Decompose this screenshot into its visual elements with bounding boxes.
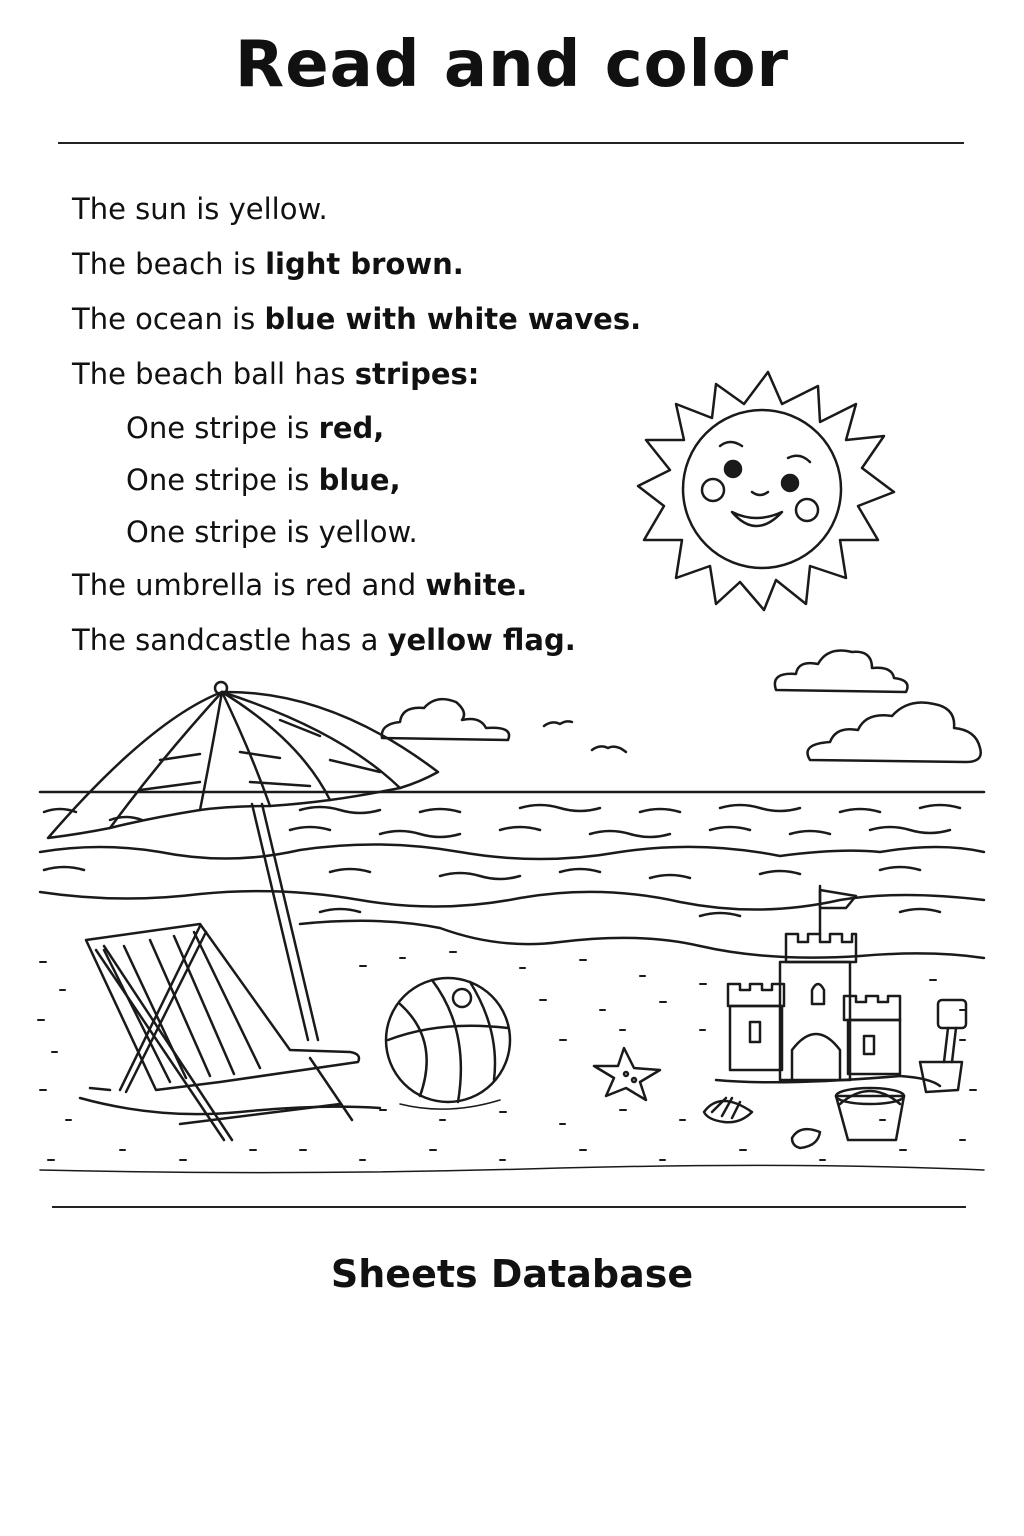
page-title: Read and color — [234, 28, 790, 102]
emphasis-text: blue with white waves. — [264, 302, 642, 336]
bottom-divider — [52, 1206, 966, 1208]
plain-text: One stripe is yellow. — [126, 515, 418, 549]
beach-ball-drawing — [386, 978, 510, 1109]
shell-drawings — [704, 1098, 820, 1148]
footer-brand: Sheets Database — [330, 1252, 694, 1296]
plain-text: The sandcastle has a — [72, 623, 388, 657]
cloud-drawings — [382, 651, 981, 763]
emphasis-text: stripes: — [354, 357, 480, 391]
emphasis-text: white. — [425, 568, 528, 602]
plain-text: The beach is — [72, 247, 266, 281]
emphasis-text: light brown. — [265, 247, 464, 281]
emphasis-text: yellow flag. — [387, 623, 576, 657]
plain-text: The sun is yellow. — [72, 192, 328, 226]
shovel-drawing — [920, 1000, 966, 1092]
emphasis-text: blue, — [318, 463, 401, 497]
sand-ground-line — [40, 1098, 984, 1173]
plain-text: One stripe is — [126, 463, 319, 497]
plain-text: One stripe is — [126, 411, 319, 445]
sun-drawing — [638, 372, 894, 610]
plain-text: The beach ball has — [72, 357, 355, 391]
plain-text: The umbrella is red and — [72, 568, 426, 602]
plain-text: The ocean is — [72, 302, 265, 336]
sandcastle-drawing — [716, 886, 940, 1086]
emphasis-text: red, — [318, 411, 385, 445]
starfish-drawing — [594, 1048, 660, 1100]
bucket-drawing — [836, 1088, 904, 1140]
